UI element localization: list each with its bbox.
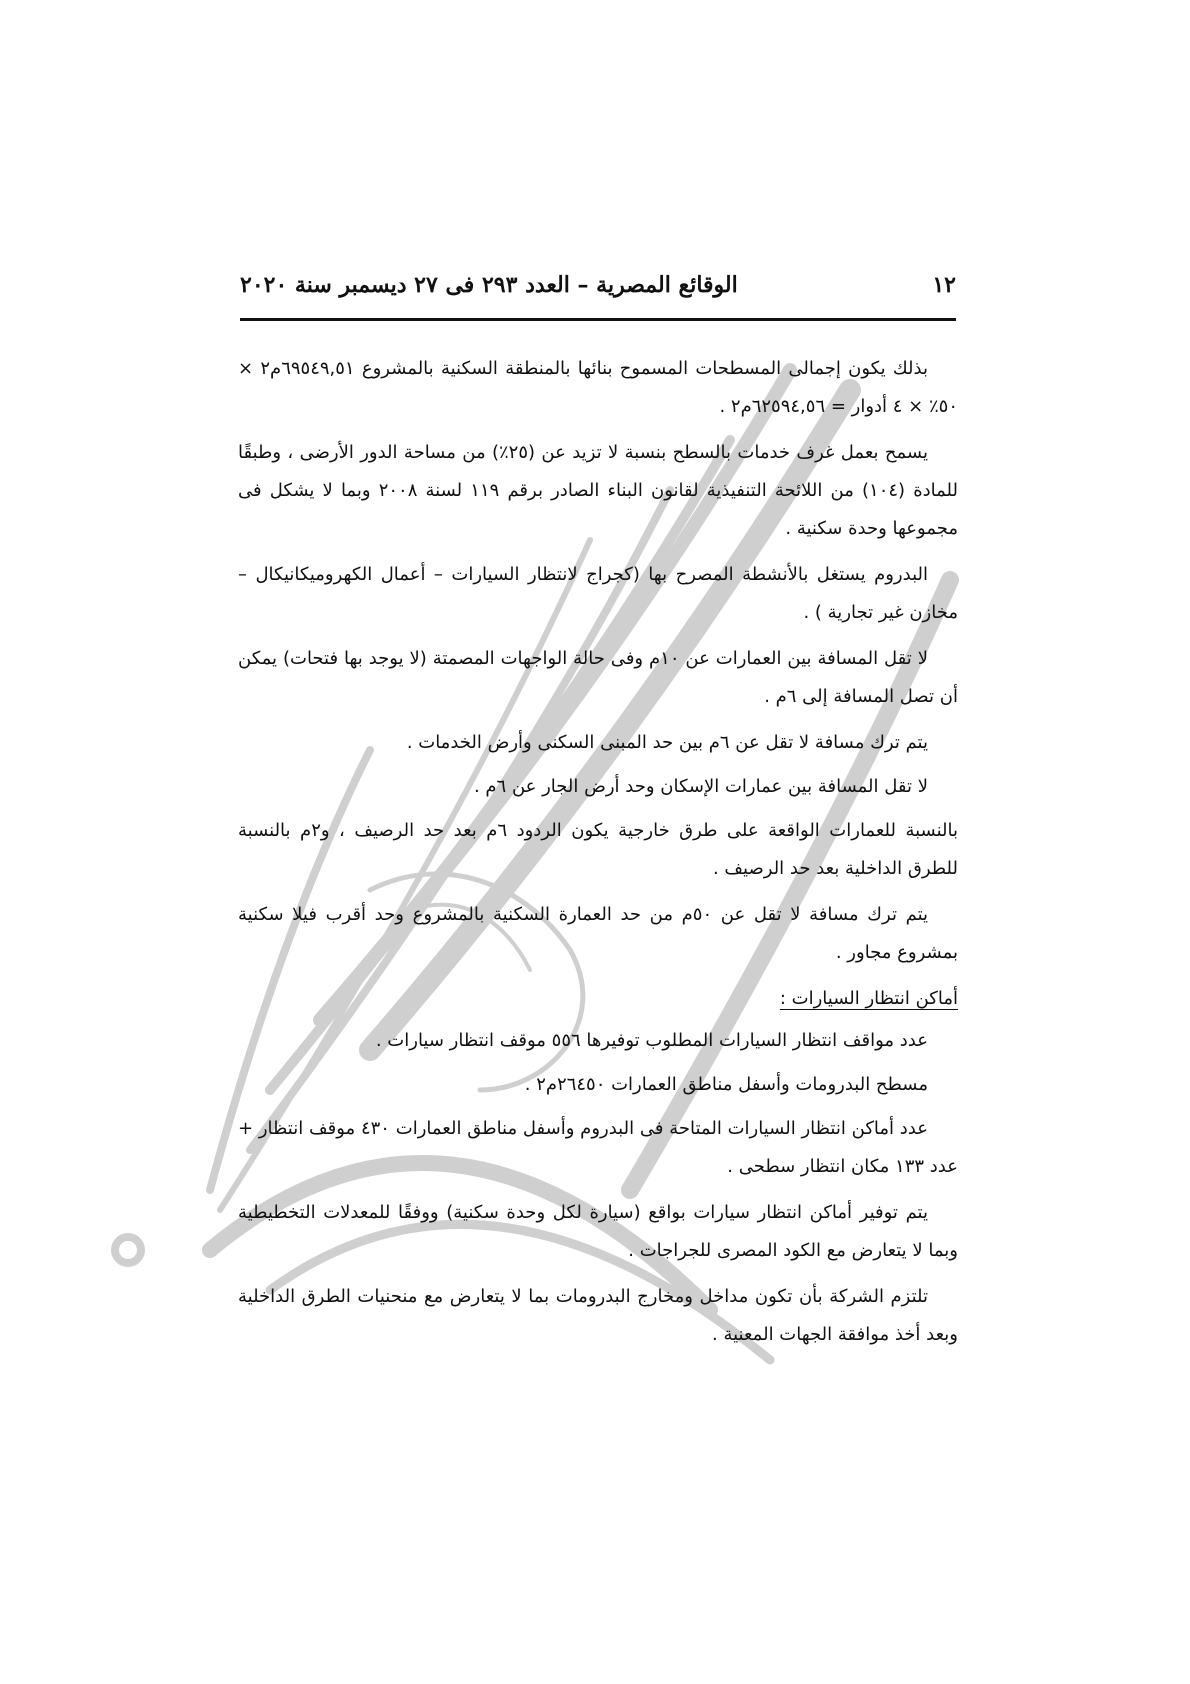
paragraph-parking-available: عدد أماكن انتظار السيارات المتاحة فى البدروم وأسفل مناطق العمارات ٤٣٠ موقف انتظار + عدد ١٣٣ مكان انتظار سطحى .: [238, 1118, 958, 1177]
document-body: [238, 350, 958, 1362]
paragraph-neighbor-setback: لا تقل المسافة بين عمارات الإسكان وحد أرض الجار عن ٦م .: [473, 776, 928, 797]
paragraph-services-setback: يتم ترك مسافة لا تقل عن ٦م بين حد المبنى السكنى وأرض الخدمات .: [406, 732, 928, 753]
paragraph-parking-required: عدد مواقف انتظار السيارات المطلوب توفيرها ٥٥٦ موقف انتظار سيارات .: [375, 1030, 928, 1051]
header-title: الوقائع المصرية – العدد ٢٩٣ فى ٢٧ ديسمبر سنة ٢٠٢٠: [240, 272, 738, 298]
paragraph-basement-area: مسطح البدرومات وأسفل مناطق العمارات ٢٦٤٥٠م٢ .: [524, 1074, 928, 1095]
paragraph-entrances: تلتزم الشركة بأن تكون مداخل ومخارج البدرومات بما لا يتعارض مع منحنيات الطرق الداخلية وبعد أخذ موافقة الجهات المعنية .: [238, 1286, 958, 1345]
header-rule: [240, 318, 956, 321]
paragraph-roof-rooms: يسمح بعمل غرف خدمات بالسطح بنسبة لا تزيد عن (٢٥٪) من مساحة الدور الأرضى ، وطبقًا للمادة (١٠٤) من اللائحة التنفيذية لقانون البناء الصادر برقم ١١٩ لسنة ٢٠٠٨ وبما لا يشكل فى مجموعها وحدة سكنية .: [238, 442, 958, 539]
page-header: [240, 272, 956, 298]
paragraph-total-area: بذلك يكون إجمالى المسطحات المسموح بنائها بالمنطقة السكنية بالمشروع ٦٩٥٤٩,٥١م٢ × ٥٠٪ × ٤ أدوار = ٦٢٥٩٤,٥٦م٢ .: [238, 358, 958, 417]
paragraph-villa-distance: يتم ترك مسافة لا تقل عن ٥٠م من حد العمارة السكنية بالمشروع وحد أقرب فيلا سكنية بمشروع مجاور .: [238, 904, 958, 963]
paragraph-building-distance: لا تقل المسافة بين العمارات عن ١٠م وفى حالة الواجهات المصمتة (لا يوجد بها فتحات) يمكن أن تصل المسافة إلى ٦م .: [238, 648, 958, 707]
paragraph-road-setback: بالنسبة للعمارات الواقعة على طرق خارجية يكون الردود ٦م بعد حد الرصيف ، و٢م بالنسبة للطرق الداخلية بعد حد الرصيف .: [238, 820, 958, 879]
parking-section-title: أماكن انتظار السيارات :: [779, 988, 958, 1009]
page-number: ١٢: [932, 272, 956, 298]
paragraph-parking-ratio: يتم توفير أماكن انتظار سيارات بواقع (سيارة لكل وحدة سكنية) ووفقًا للمعدلات التخطيطية وبما لا يتعارض مع الكود المصرى للجراجات .: [238, 1202, 958, 1261]
paragraph-basement: البدروم يستغل بالأنشطة المصرح بها (كجراج لانتظار السيارات – أعمال الكهروميكانيكال – مخازن غير تجارية ) .: [238, 564, 958, 623]
